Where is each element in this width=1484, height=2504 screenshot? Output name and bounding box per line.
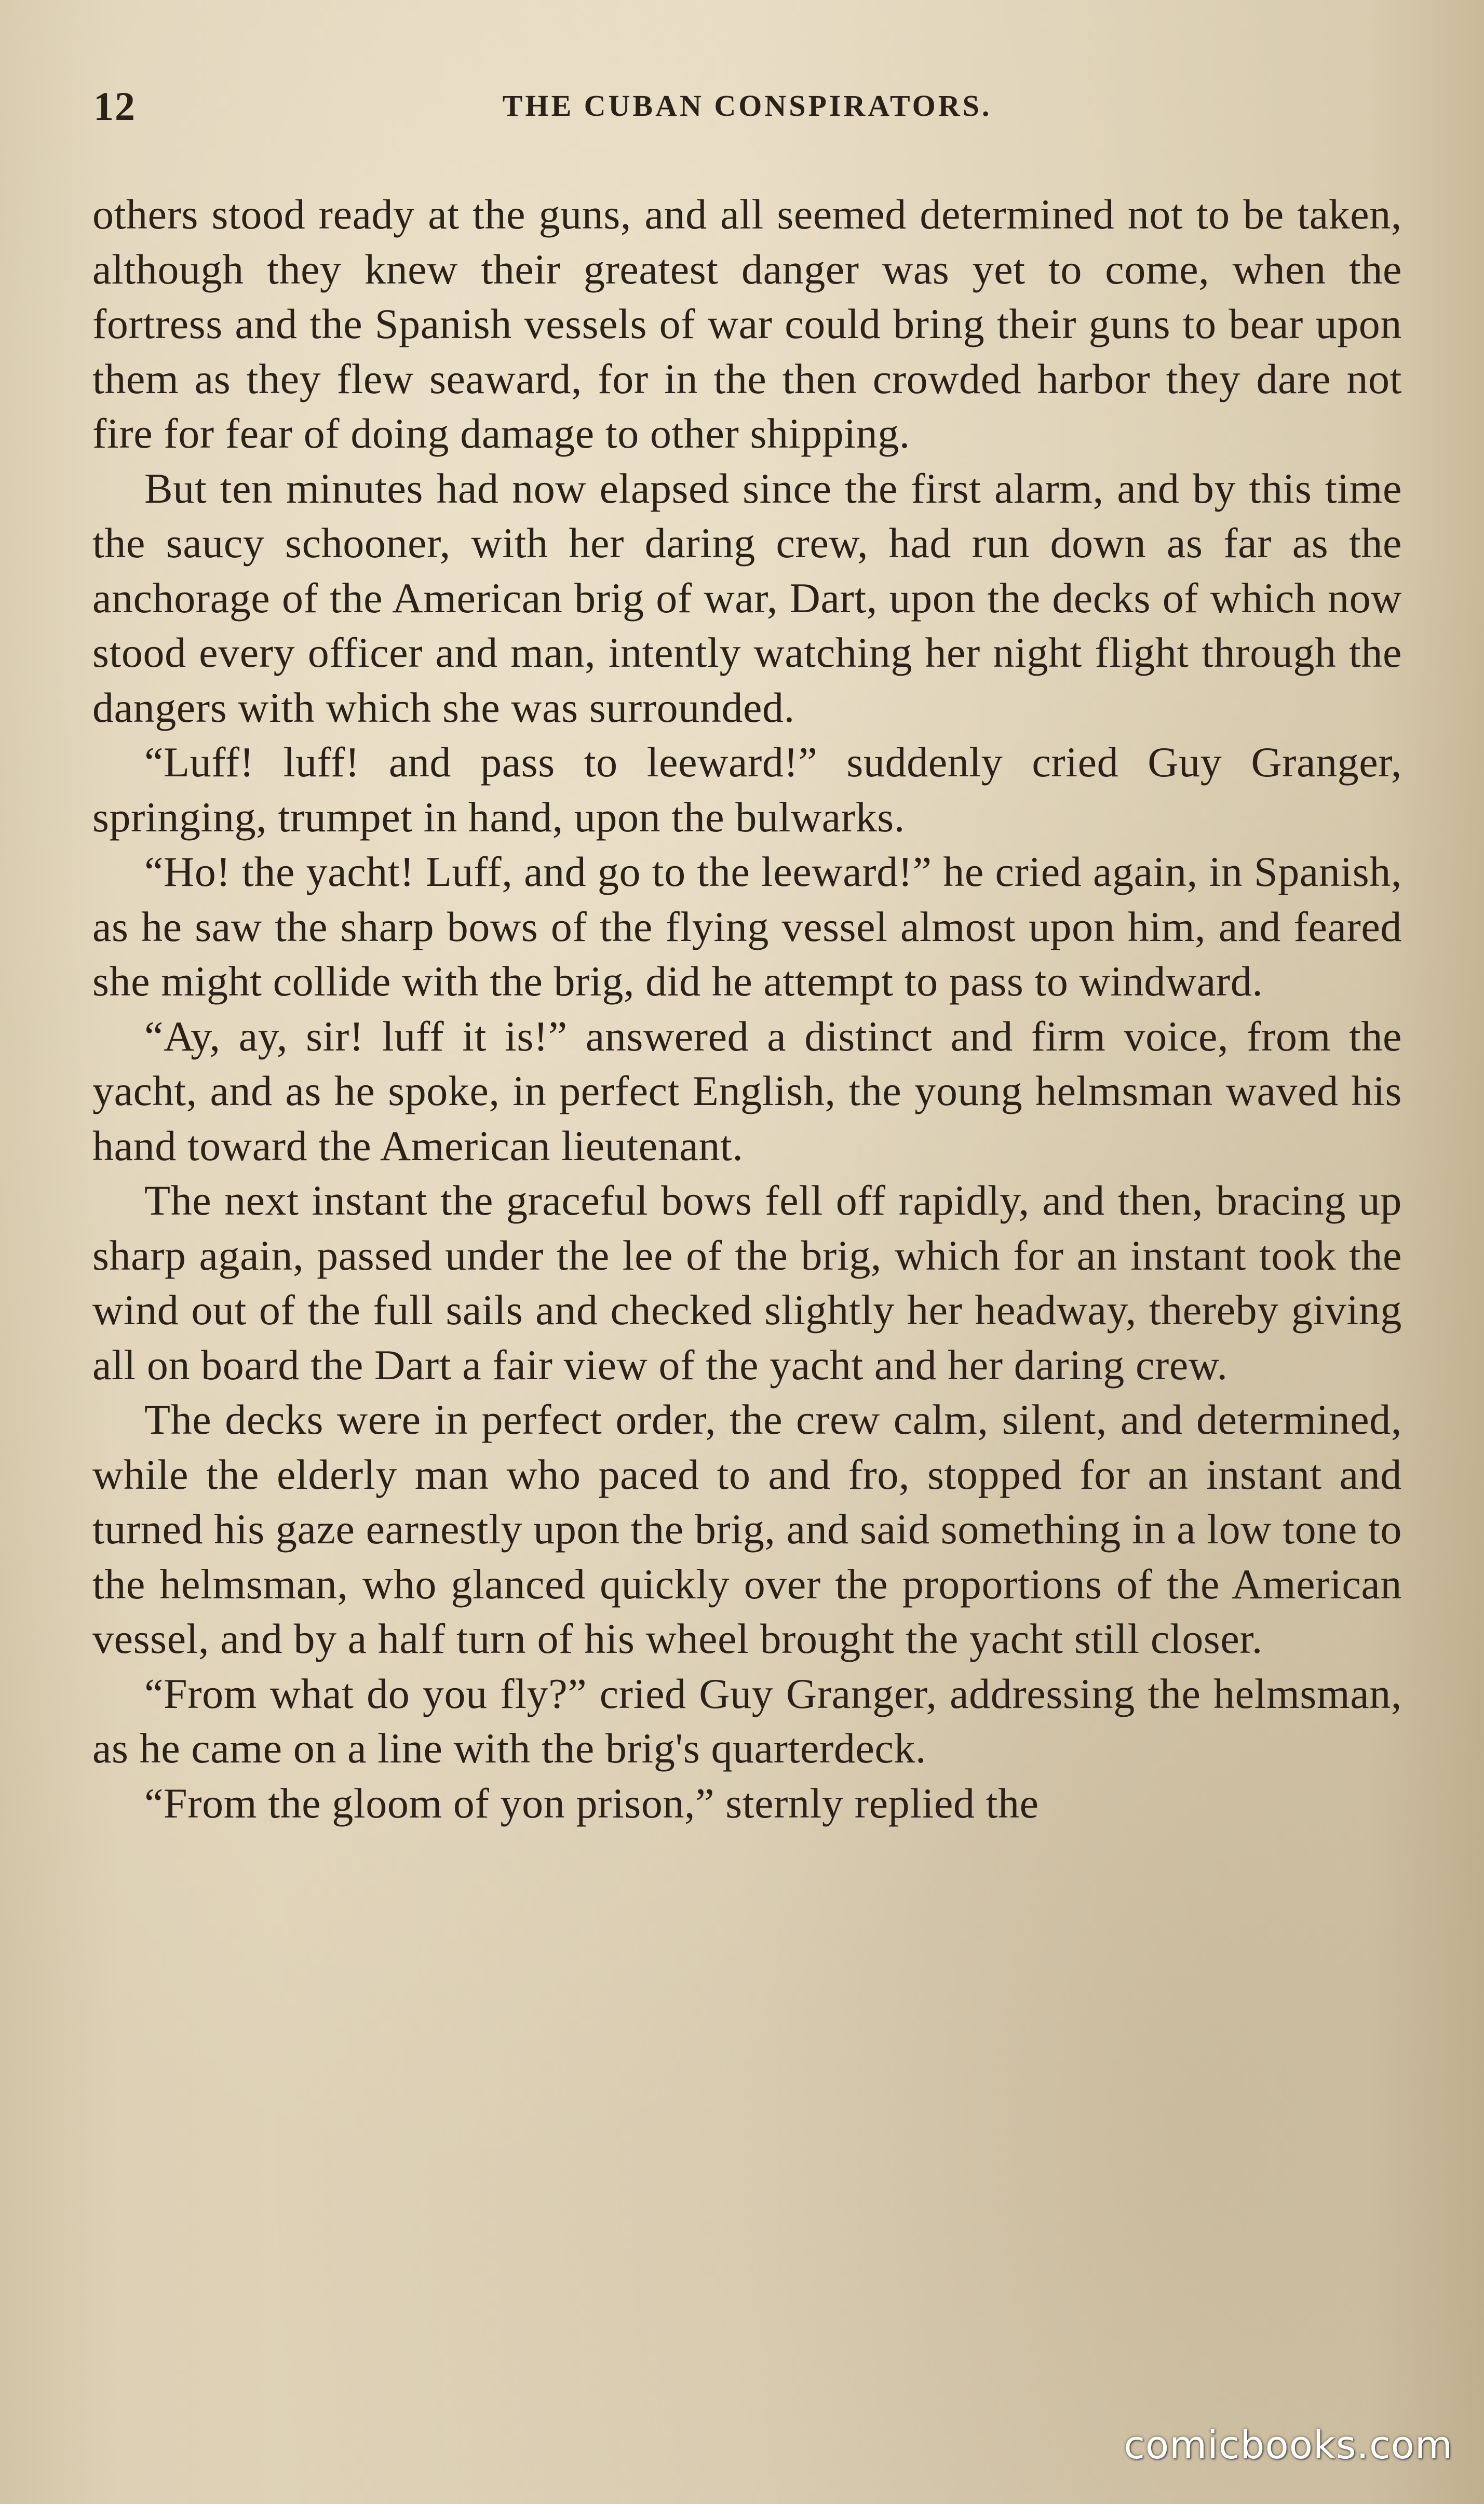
page-number: 12 (93, 84, 136, 129)
paragraph: “From the gloom of yon prison,” sternly replied the (144, 1779, 1039, 1827)
paragraph: The next instant the graceful bows fell off rapidly, and then, bracing up sharp again, passed under the lee of the brig, which for an instant took the wind out of the full sails and checked slightly her headway, thereby giving all on board the Dart a fair view of the yacht and her daring crew. (92, 1177, 1402, 1389)
paragraph: “Ho! the yacht! Luff, and go to the leeward!” he cried again, in Spanish, as he saw the sharp bows of the flying vessel almost upon him, and feared she might collide with the brig, did he attempt to pass to windward. (92, 848, 1402, 1005)
site-watermark: comicbooks.com (1124, 2423, 1453, 2468)
paragraph: others stood ready at the guns, and all seemed determined not to be taken, although they knew their greatest danger was yet to come, when the fortress and the Spanish vessels of war could bring their guns to bear upon them as they flew seaward, for in the then crowded harbor they dare not fire for fear of doing damage to other shipping. (92, 191, 1402, 457)
paragraph: But ten minutes had now elapsed since the first alarm, and by this time the saucy schooner, with her daring crew, had run down as far as the anchorage of the American brig of war, Dart, upon the decks of which now stood every officer and man, intently watching her night flight through the dangers with which she was surrounded. (92, 464, 1402, 731)
page-header (93, 83, 1401, 140)
paragraph: “Ay, ay, sir! luff it is!” answered a distinct and firm voice, from the yacht, and as he spoke, in perfect English, the young helmsman waved his hand toward the American lieutenant. (92, 1012, 1402, 1169)
paragraph: The decks were in perfect order, the crew calm, silent, and determined, while the elderly man who paced to and fro, stopped for an instant and turned his gaze earnestly upon the brig, and said something in a low tone to the helmsman, who glanced quickly over the proportions of the American vessel, and by a half turn of his wheel brought the yacht still closer. (92, 1396, 1402, 1662)
body-text (92, 187, 1402, 1830)
paragraph: “From what do you fly?” cried Guy Granger, addressing the helmsman, as he came on a line with the brig's quarterdeck. (92, 1670, 1402, 1772)
running-head-title: THE CUBAN CONSPIRATORS. (502, 89, 992, 123)
paragraph: “Luff! luff! and pass to leeward!” suddenly cried Guy Granger, springing, trumpet in hand, upon the bulwarks. (92, 738, 1402, 841)
